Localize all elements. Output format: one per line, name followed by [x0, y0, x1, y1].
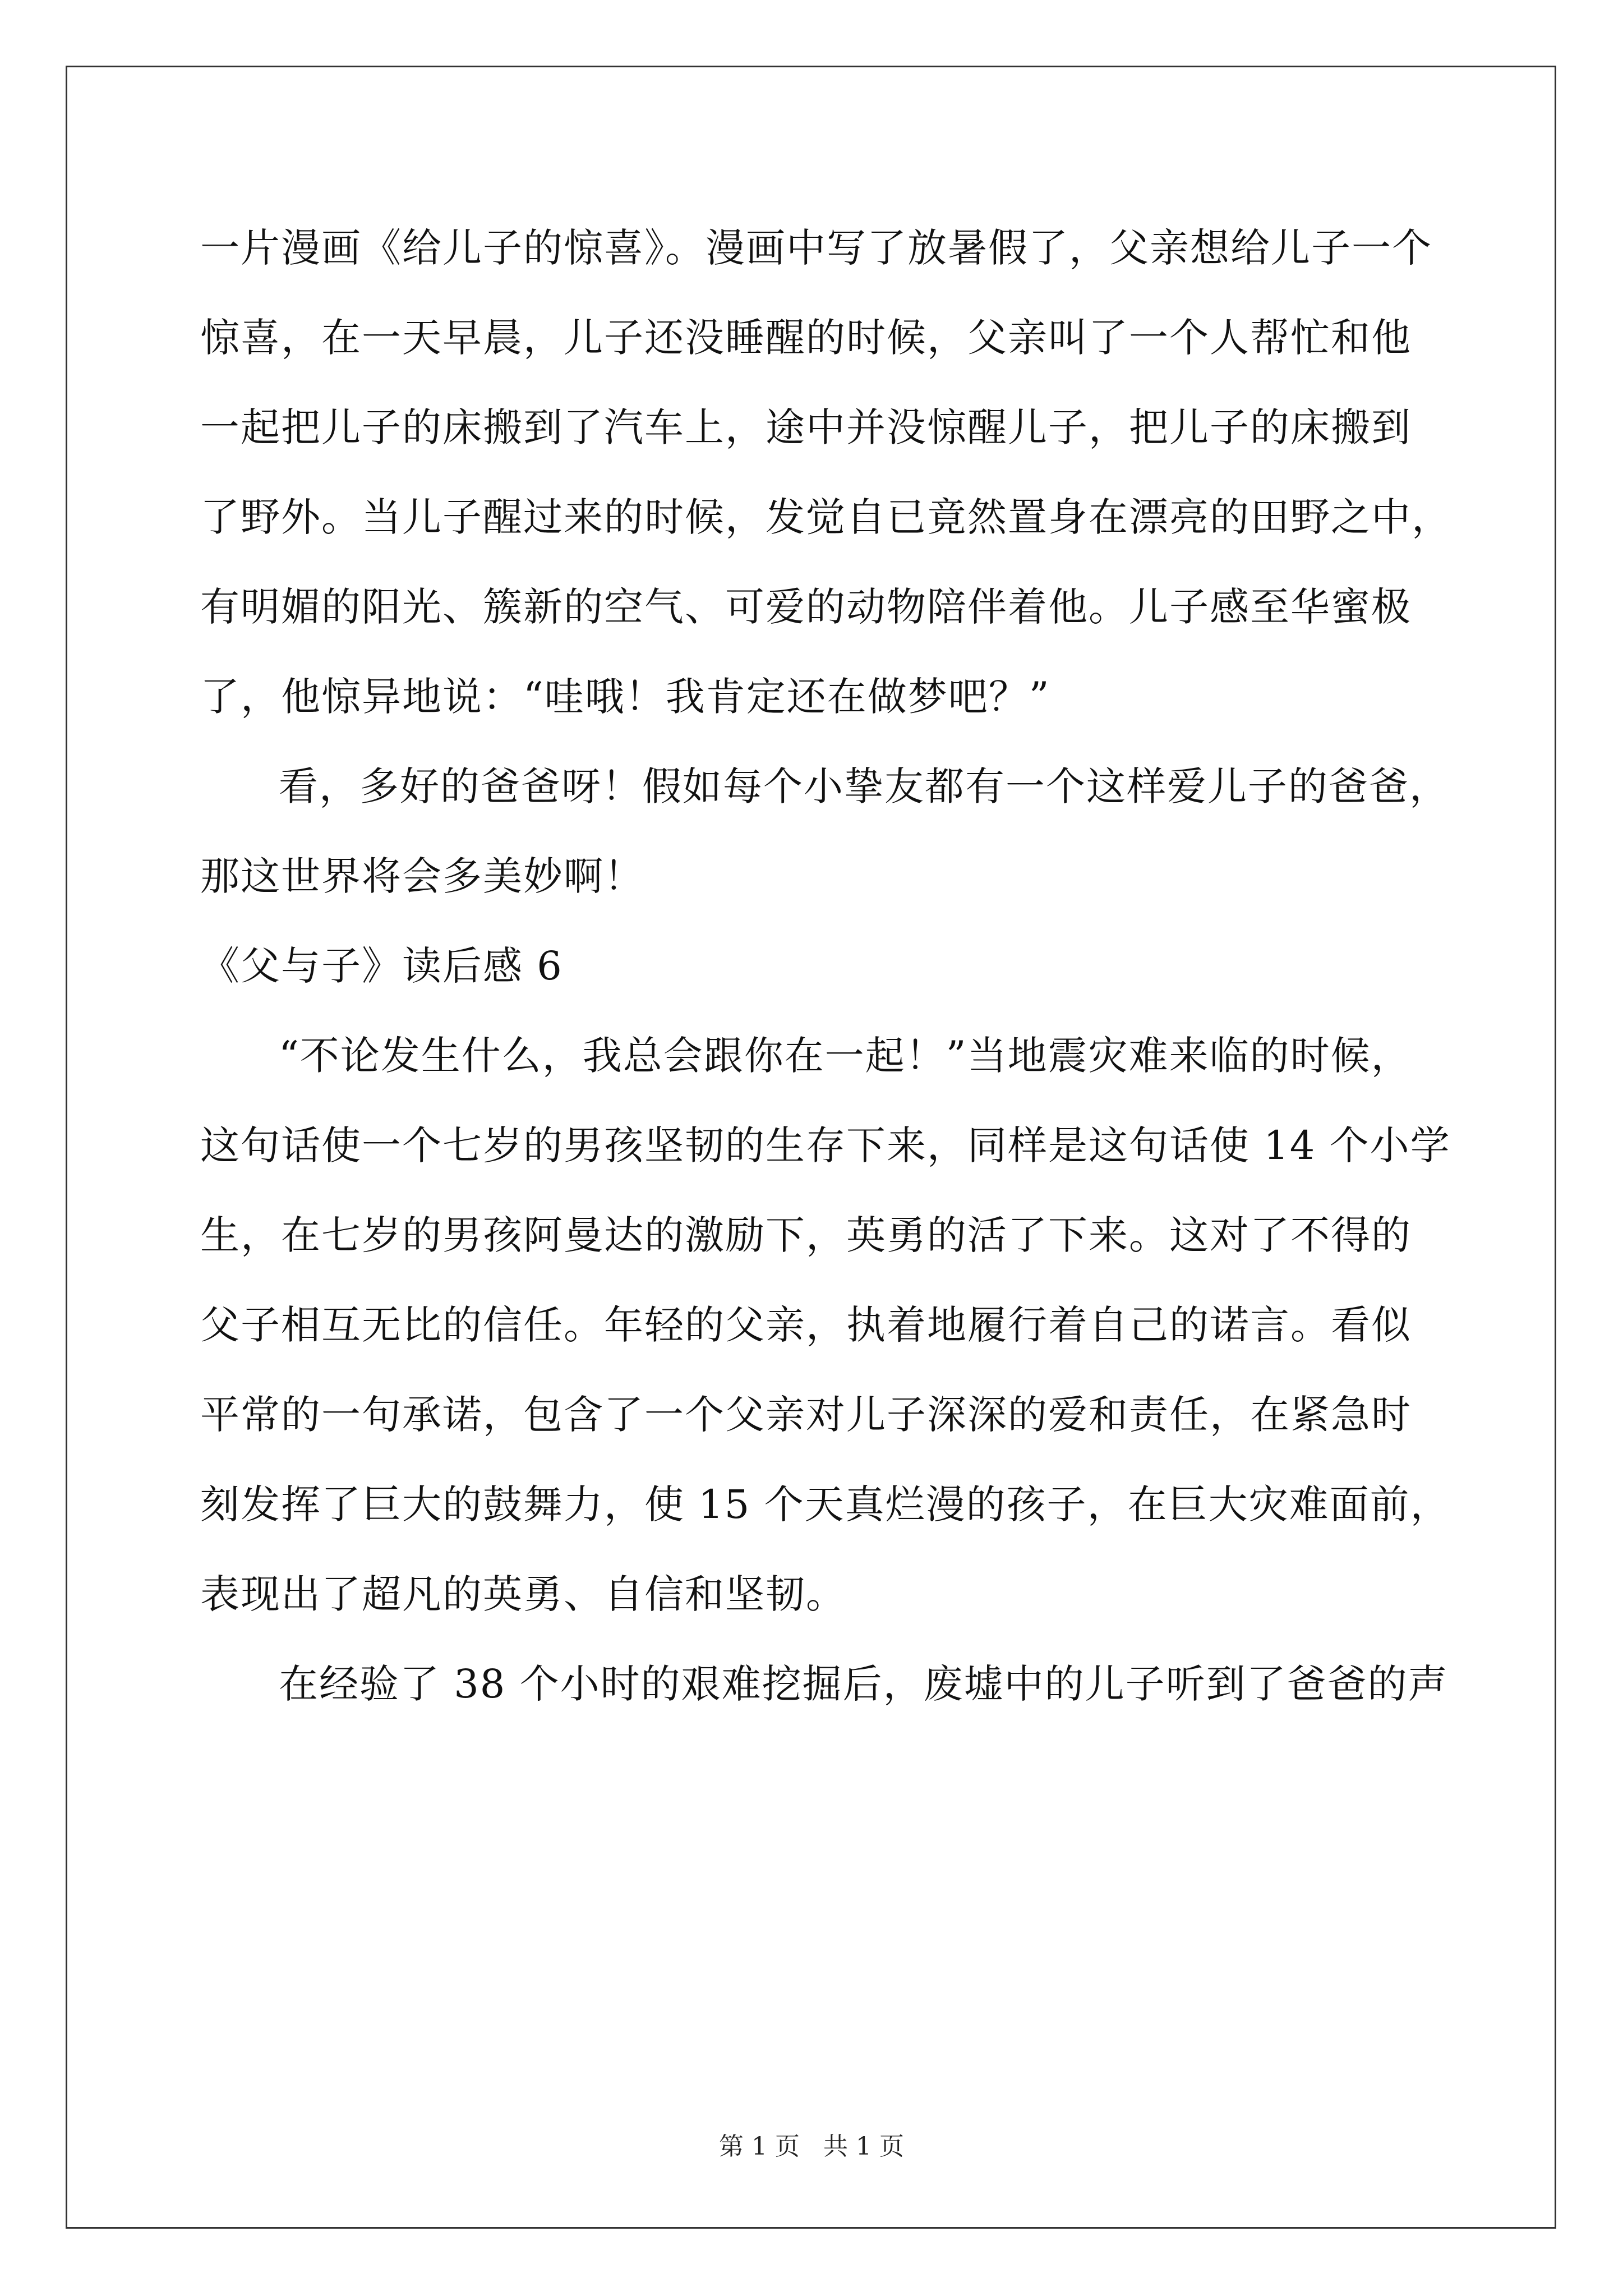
paragraph-line: 了，他惊异地说：“哇哦！我肯定还在做梦吧？”: [200, 674, 1050, 720]
document-body: [200, 203, 1452, 1729]
paragraph-line: 生，在七岁的男孩阿曼达的激励下，英勇的活了下来。这对了不得的: [200, 1212, 1412, 1258]
paragraph-line: 一片漫画《给儿子的惊喜》。漫画中写了放暑假了，父亲想给儿子一个: [200, 225, 1432, 271]
paragraph-line: 看，多好的爸爸呀！假如每个小挚友都有一个这样爱儿子的爸爸，: [279, 763, 1450, 809]
paragraph-line: “不论发生什么，我总会跟你在一起！”当地震灾难来临的时候，: [279, 1033, 1412, 1079]
paragraph-line: 惊喜，在一天早晨，儿子还没睡醒的时候，父亲叫了一个人帮忙和他: [200, 315, 1412, 361]
paragraph-line: 平常的一句承诺，包含了一个父亲对儿子深深的爱和责任，在紧急时: [200, 1392, 1412, 1438]
page-number: 第 1 页: [719, 2132, 800, 2161]
paragraph-line: 一起把儿子的床搬到了汽车上，途中并没惊醒儿子，把儿子的床搬到: [200, 404, 1412, 450]
section-heading: 《父与子》读后感 6: [200, 943, 563, 989]
paragraph-line: 父子相互无比的信任。年轻的父亲，执着地履行着自己的诺言。看似: [200, 1302, 1412, 1348]
page-total: 共 1 页: [823, 2132, 904, 2161]
paragraph-line: 表现出了超凡的英勇、自信和坚韧。: [200, 1571, 846, 1617]
paragraph-line: 那这世界将会多美妙啊！: [200, 853, 644, 899]
paragraph-line: 刻发挥了巨大的鼓舞力，使 15 个天真烂漫的孩子，在巨大灾难面前，: [200, 1481, 1451, 1527]
paragraph-line: 在经验了 38 个小时的艰难挖掘后，废墟中的儿子听到了爸爸的声: [279, 1661, 1449, 1707]
paragraph-line: 了野外。当儿子醒过来的时候，发觉自已竟然置身在漂亮的田野之中，: [200, 494, 1452, 540]
paragraph-line: 这句话使一个七岁的男孩坚韧的生存下来，同样是这句话使 14 个小学: [200, 1122, 1451, 1168]
paragraph-line: 有明媚的阳光、簇新的空气、可爱的动物陪伴着他。儿子感至华蜜极: [200, 584, 1412, 630]
page-footer: [0, 2126, 1623, 2162]
